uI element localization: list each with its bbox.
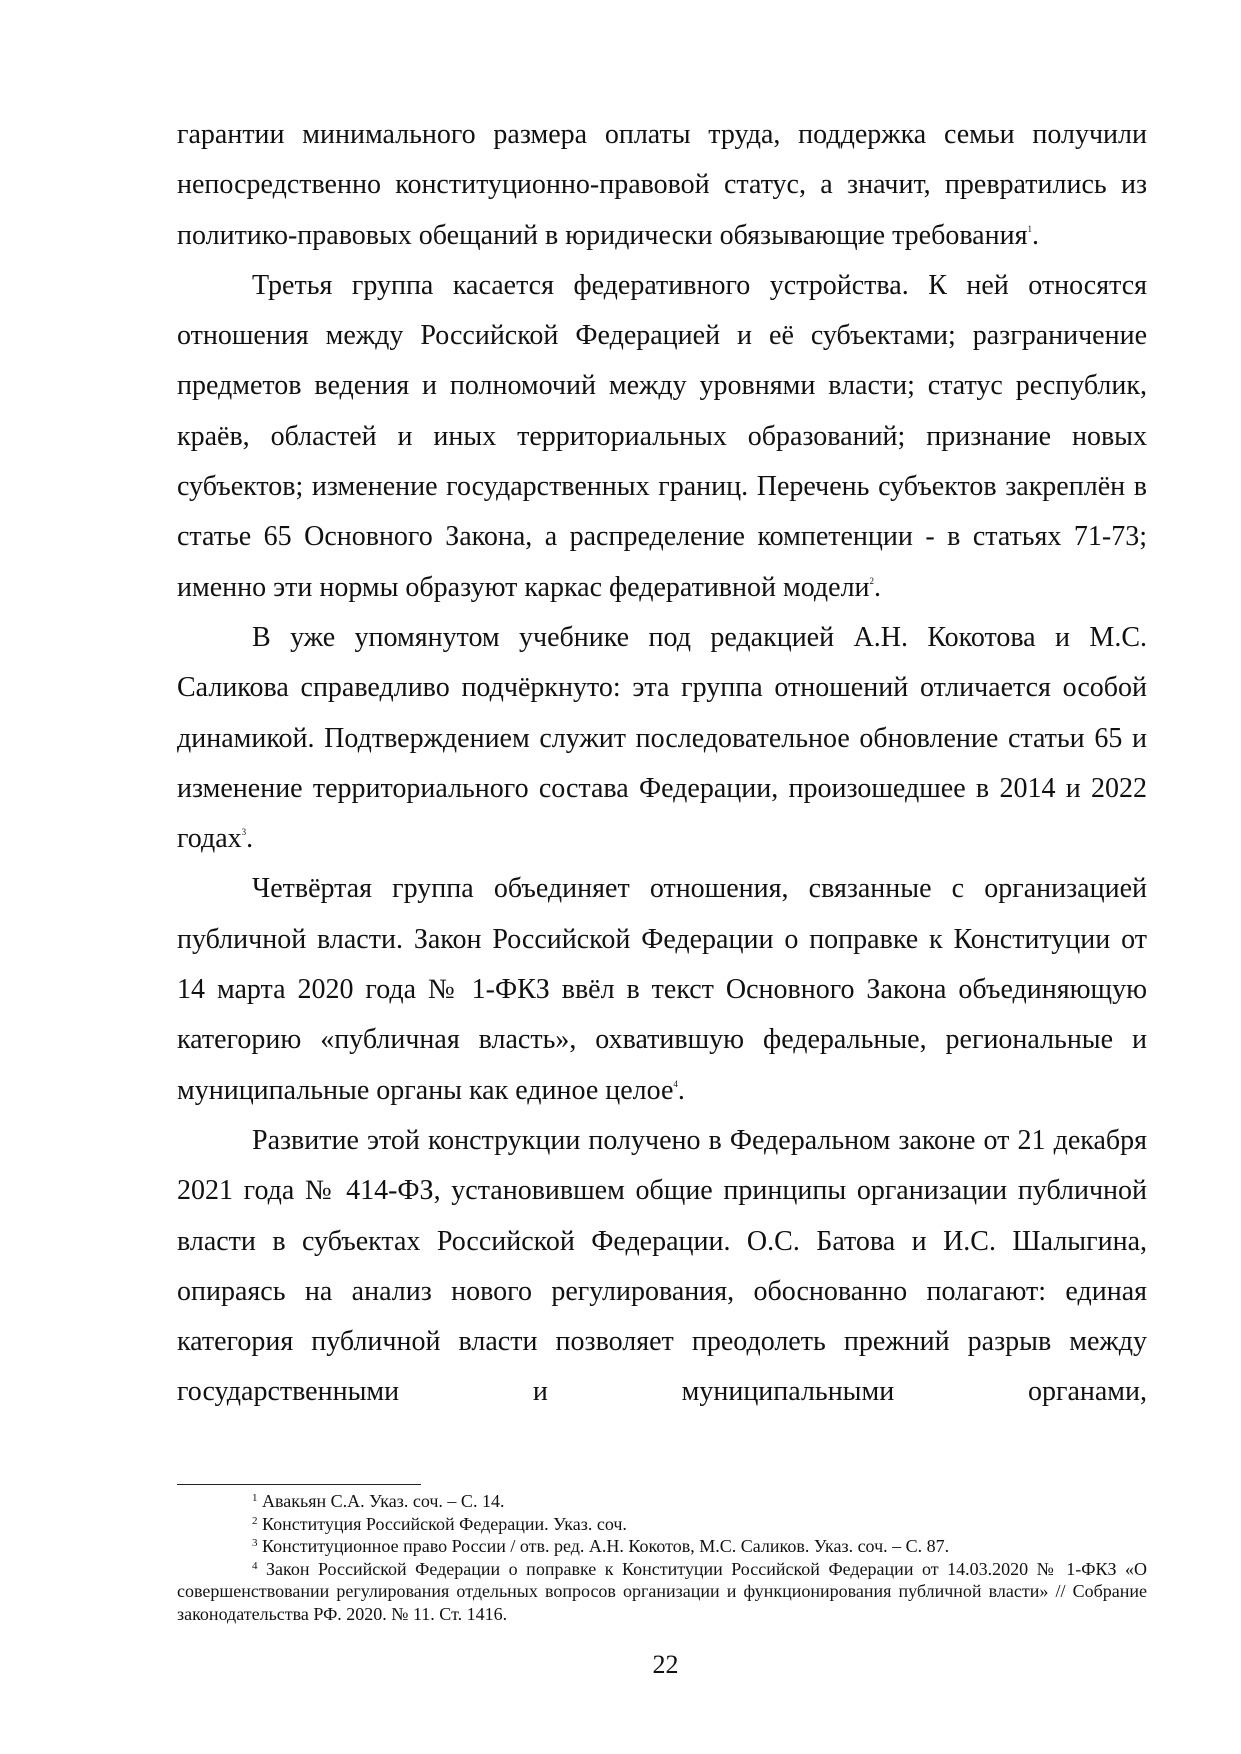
footnote-number: 2 <box>252 1514 258 1527</box>
footnote: $^3$ Конституционное право России / отв. ред. А.Н. Кокотов, М.С. Саликов. Указ. соч. – С. 87. <box>252 1536 950 1556</box>
footnote-number: 1 <box>252 1492 258 1504</box>
footnote-separator <box>177 1484 421 1485</box>
footnote: $^2$ Конституция Российской Федерации. Указ. соч. <box>252 1513 627 1534</box>
footnote-ref[interactable]: 2 <box>869 575 875 586</box>
footnote-ref[interactable]: 1 <box>1027 223 1032 234</box>
paragraph: Третья группа касается федеративного устройства. К ней относятся отношения между Российской Федерацией и её субъектами; разграничение предметов ведения и полномочий между уровнями власти; статус республик, краёв, областей и иных территориальных образований; признание новых субъектов; изменение государственных границ. Перечень субъектов закреплён в статье 65 Основного Закона, а распределение компетенции - в статьях 71-73; именно эти нормы образуют каркас федеративной модели$^2$. <box>177 269 1147 603</box>
footnote-number: 3 <box>252 1537 258 1549</box>
footnote-ref[interactable]: 4 <box>673 1078 678 1089</box>
page-number: 22 <box>652 1650 679 1679</box>
paragraph: В уже упомянутом учебнике под редакцией А.Н. Кокотова и М.С. Саликова справедливо подчёркнуто: эта группа отношений отличается особой динамикой. Подтверждением служит последовательное обновление статьи 65 и изменение территориального состава Федерации, произошедшее в 2014 и 2022 годах$^3$. <box>177 621 1147 855</box>
body-text <box>177 110 1147 1418</box>
footnotes <box>177 1490 1147 1625</box>
footnote-ref[interactable]: 3 <box>241 827 247 838</box>
paragraph: Развитие этой конструкции получено в Федеральном законе от 21 декабря 2021 года № 414-ФЗ, установившем общие принципы организации публичной власти в субъектах Российской Федерации. О.С. Батова и И.С. Шалыгина, опираясь на анализ нового регулирования, обоснованно полагают: единая категория публичной власти позволяет преодолеть прежний разрыв между государственными и муниципальными органами, <box>177 1124 1147 1408</box>
paragraph: Четвёртая группа объединяет отношения, связанные с организацией публичной власти. Закон Российской Федерации о поправке к Конституции от 14 марта 2020 года № 1-ФКЗ ввёл в текст Основного Закона объединяющую категорию «публичная власть», охватившую федеральные, региональные и муниципальные органы как единое целое$^4$. <box>177 873 1147 1106</box>
paragraph: гарантии минимального размера оплаты труда, поддержка семьи получили непосредственно конституционно-правовой статус, а значит, превратились из политико-правовых обещаний в юридически обязывающие требования$^1$. <box>177 119 1147 251</box>
footnote: $^1$ Авакьян С.А. Указ. соч. – С. 14. <box>252 1491 505 1511</box>
footnote: $^4$ Закон Российской Федерации о поправке к Конституции Российской Федерации от 14.03.2020 № 1-ФКЗ «О совершенствовании регулирования отдельных вопросов организации и функционирования публичной власти» // Собрание законодательства РФ. 2020. № 11. Ст. 1416. <box>177 1558 1147 1624</box>
footnote-number: 4 <box>252 1559 258 1572</box>
